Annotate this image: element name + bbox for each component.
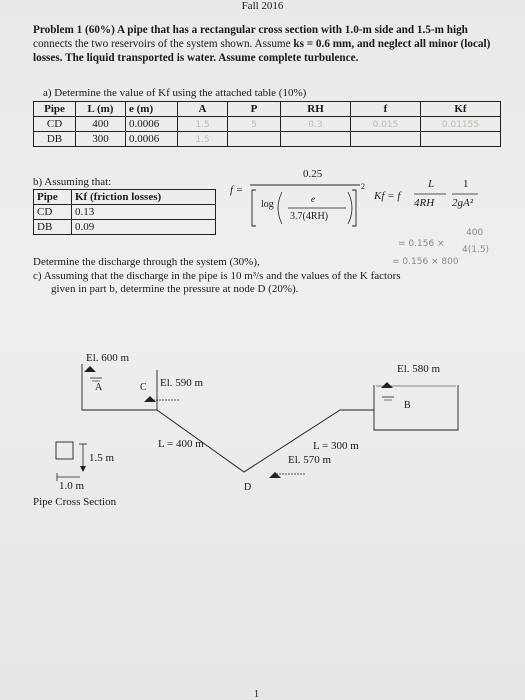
col-header: Pipe (34, 102, 76, 117)
pencil-mark: 0.015 (372, 120, 399, 130)
col-header: L (m) (76, 102, 126, 117)
node-c: C (140, 382, 147, 393)
col-header: e (m) (126, 102, 178, 117)
table-cell: CD (34, 205, 72, 220)
problem-cross-section: rectangular cross section with 1.0-m side and 1.5-m high (200, 24, 468, 36)
elevation-590: El. 590 m (160, 377, 204, 389)
col-header: f (351, 102, 421, 117)
f-numerator: 0.25 (303, 168, 323, 180)
kf-4r: 4RH (414, 197, 435, 209)
header-title: Fall 2016 (241, 0, 284, 12)
pencil-mark: 1.5 (195, 120, 210, 130)
log-text: log (261, 199, 274, 210)
problem-intro: Problem 1 (60%) A pipe that has a (33, 24, 200, 36)
pencil-scribble: 400 (466, 228, 484, 238)
col-header: P (228, 102, 281, 117)
page-number: 1 (254, 689, 259, 700)
col-header: Kf (421, 102, 501, 117)
col-header: Pipe (34, 190, 72, 205)
question-discharge: Determine the discharge through the system (30%), (33, 256, 260, 268)
cross-section-box (56, 442, 73, 459)
pencil-mark: 5 (251, 120, 257, 130)
question-c-line1: c) Assuming that the discharge in the pipe is 10 m³/s and the values of the K factors (33, 269, 401, 282)
node-a: A (95, 382, 103, 393)
log-denominator: 3.7(4RH) (290, 211, 329, 222)
table-cell: 0.13 (72, 205, 216, 220)
pencil-scribble: 4(1.5) (462, 245, 490, 255)
table-cell: DB (34, 220, 72, 235)
problem-assumptions: ks = 0.6 mm, and neglect all minor (local) losses. The liquid transported is water. Assume complete turbulence. (33, 38, 491, 65)
height-label: 1.5 m (89, 452, 115, 464)
node-d: D (244, 482, 252, 493)
pencil-mark: 0.01155 (441, 120, 480, 130)
cross-section-caption: Pipe Cross Section (33, 496, 117, 508)
pencil-mark: 0.3 (308, 120, 323, 130)
table-cell: 0.0006 (126, 132, 178, 147)
reservoir-b-walls (374, 385, 458, 430)
elevation-600: El. 600 m (86, 352, 130, 364)
part-b-label: b) Assuming that: (33, 176, 112, 188)
width-label: 1.0 m (59, 480, 85, 492)
pencil-scribble: = 0.156 × (398, 239, 445, 249)
length-cd: L = 400 m (158, 438, 204, 450)
elevation-570: El. 570 m (288, 454, 332, 466)
kf-one: 1 (463, 178, 469, 190)
length-db: L = 300 m (313, 440, 359, 452)
table-cell: 300 (76, 132, 126, 147)
table-cell: 0.09 (72, 220, 216, 235)
col-header: RH (281, 102, 351, 117)
table-cell: CD (34, 117, 76, 132)
square-exponent: 2 (361, 182, 365, 191)
f-lhs: f = (230, 184, 244, 196)
node-b: B (404, 400, 411, 411)
table-cell: 0.0006 (126, 117, 178, 132)
pencil-scribble: = 0.156 × 800 (392, 257, 459, 267)
col-header: A (178, 102, 228, 117)
kf-lhs: Kf = f (374, 190, 401, 202)
roughness-e: e (311, 194, 315, 204)
question-c-line2: given in part b, determine the pressure at node D (20%). (51, 283, 299, 295)
problem-connects: connects the two reservoirs of the system shown. Assume (33, 38, 294, 51)
pencil-mark: 1.5 (195, 135, 210, 145)
kf-2ga: 2gA² (452, 197, 474, 209)
part-a-label: a) Determine the value of Kf using the attached table (10%) (43, 87, 307, 99)
table-cell: 400 (76, 117, 126, 132)
table-cell: DB (34, 132, 76, 147)
col-header: Kf (friction losses) (72, 190, 216, 205)
kf-L: L (428, 178, 435, 190)
elevation-580: El. 580 m (397, 363, 441, 375)
